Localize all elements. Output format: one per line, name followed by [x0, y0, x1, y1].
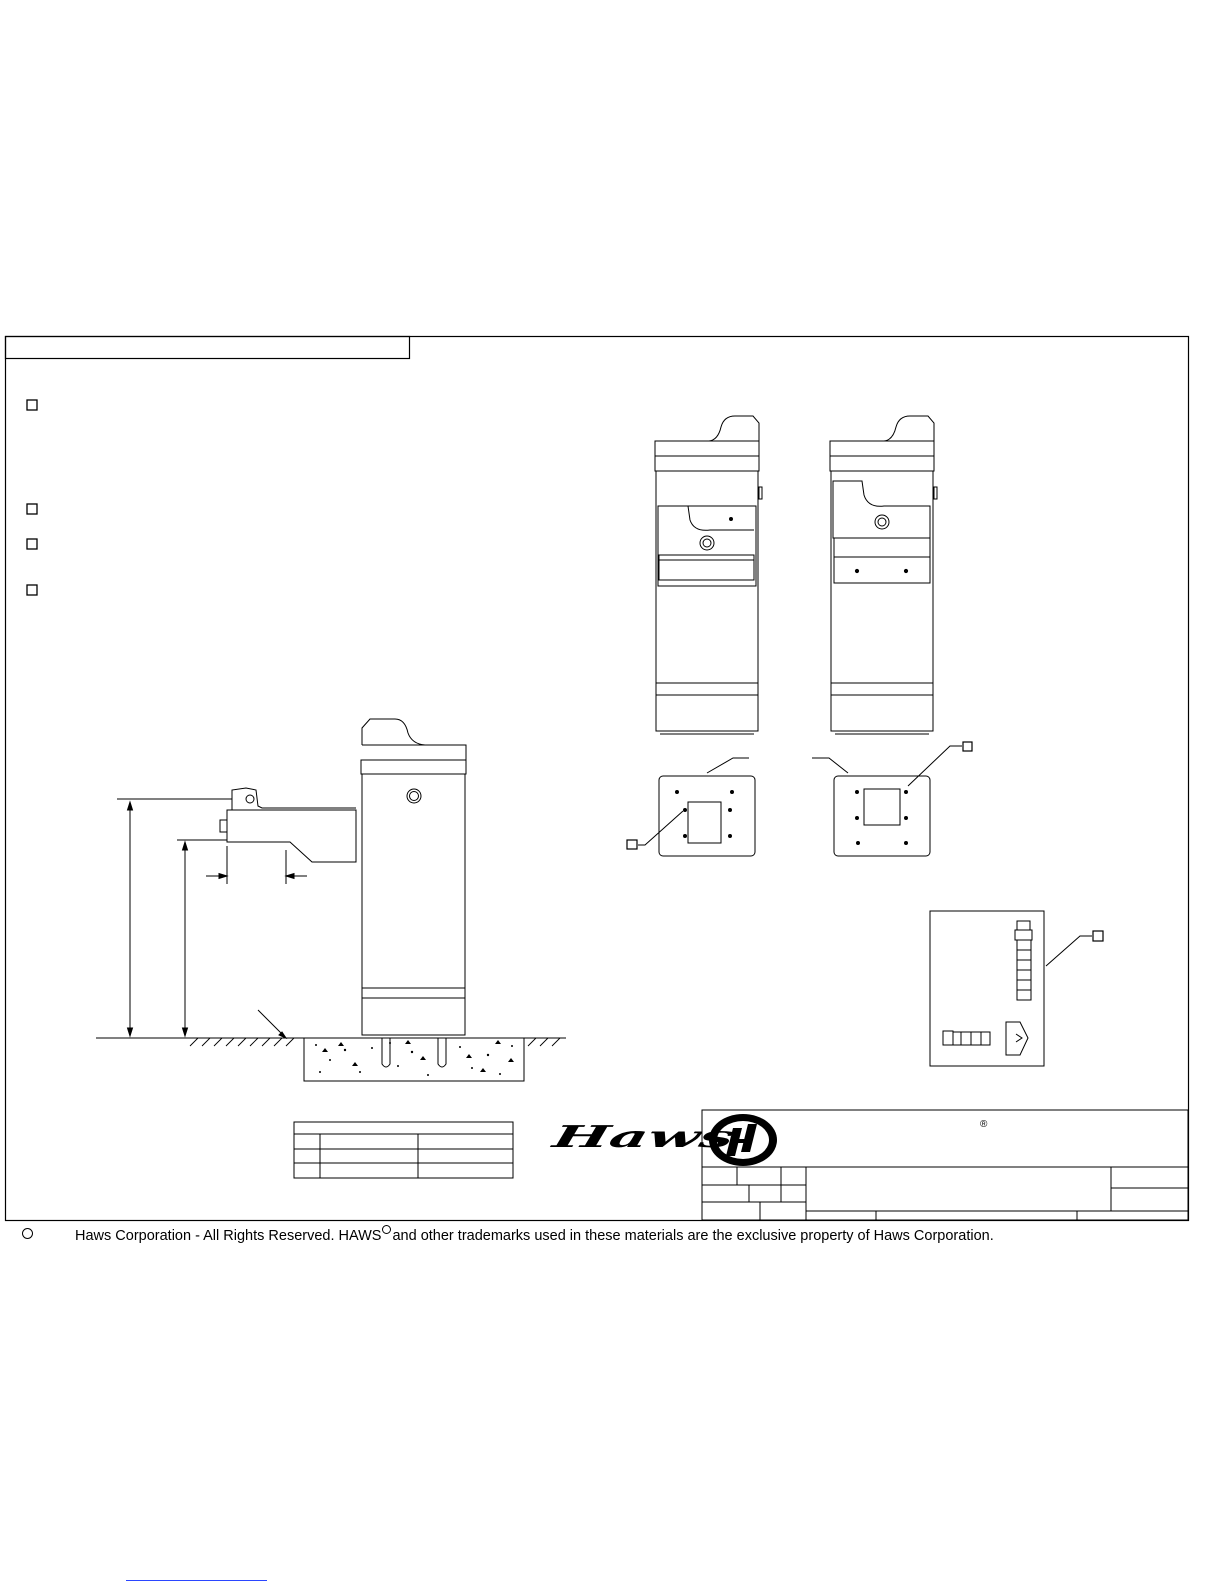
dimension-table — [294, 1122, 513, 1178]
copyright-footer — [0, 1224, 1225, 1246]
spec-checkbox[interactable] — [27, 585, 37, 595]
haws-logo-text: Haws — [549, 1120, 648, 1155]
copyright-text — [75, 1225, 994, 1244]
fountain-side-view — [96, 719, 566, 1081]
fittings-detail — [930, 911, 1103, 1066]
callout-box — [627, 840, 637, 849]
spec-checkbox[interactable] — [27, 504, 37, 514]
header-box — [6, 337, 410, 359]
copyright-part1: Haws Corporation - All Rights Reserved. HAWS — [75, 1227, 382, 1244]
trademark-icon — [382, 1225, 391, 1234]
bubbler-icon — [246, 795, 254, 803]
spec-checkbox-list — [27, 400, 37, 595]
copyright-icon — [22, 1228, 33, 1239]
spec-checkbox[interactable] — [27, 400, 37, 410]
fountain-front-view-right — [830, 416, 937, 734]
drawing-border — [6, 337, 1189, 1221]
page-link-underline[interactable] — [126, 1580, 267, 1581]
concrete-footing — [304, 1038, 524, 1081]
callout-box — [1093, 931, 1103, 941]
fountain-front-view-left — [655, 416, 762, 734]
spec-checkbox[interactable] — [27, 539, 37, 549]
base-plate-left — [659, 758, 755, 856]
copyright-part2: and other trademarks used in these materials are the exclusive property of Haws Corporation. — [392, 1227, 994, 1244]
title-block — [702, 1110, 1188, 1220]
registered-mark: ® — [980, 1119, 988, 1130]
callout-box — [963, 742, 972, 751]
base-plate-right — [812, 742, 972, 856]
